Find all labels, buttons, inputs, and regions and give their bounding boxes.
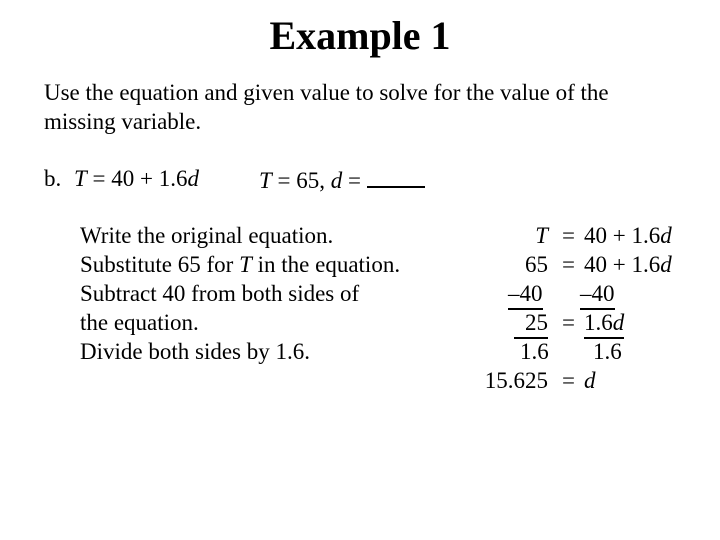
- step-2: Substitute 65 for T in the equation.: [80, 252, 401, 277]
- step-3: Subtract 40 from both sides of: [80, 281, 360, 306]
- solution-steps: [80, 221, 400, 366]
- problem-equation: T = 40 + 1.6d: [74, 166, 199, 191]
- step-1: Write the original equation.: [80, 223, 334, 248]
- step-4: the equation.: [80, 310, 199, 335]
- var-d: d: [187, 166, 199, 191]
- page-title: Example 1: [269, 13, 451, 58]
- var-T: T: [74, 166, 87, 191]
- instructions-text: Use the equation and given value to solve for the value of the missing variable.: [44, 80, 609, 134]
- answer-blank: [367, 164, 425, 188]
- given-values: T = 65, d =: [259, 164, 425, 196]
- problem-b: [44, 164, 367, 194]
- step-5: Divide both sides by 1.6.: [80, 339, 310, 364]
- problem-label: b.: [44, 166, 62, 191]
